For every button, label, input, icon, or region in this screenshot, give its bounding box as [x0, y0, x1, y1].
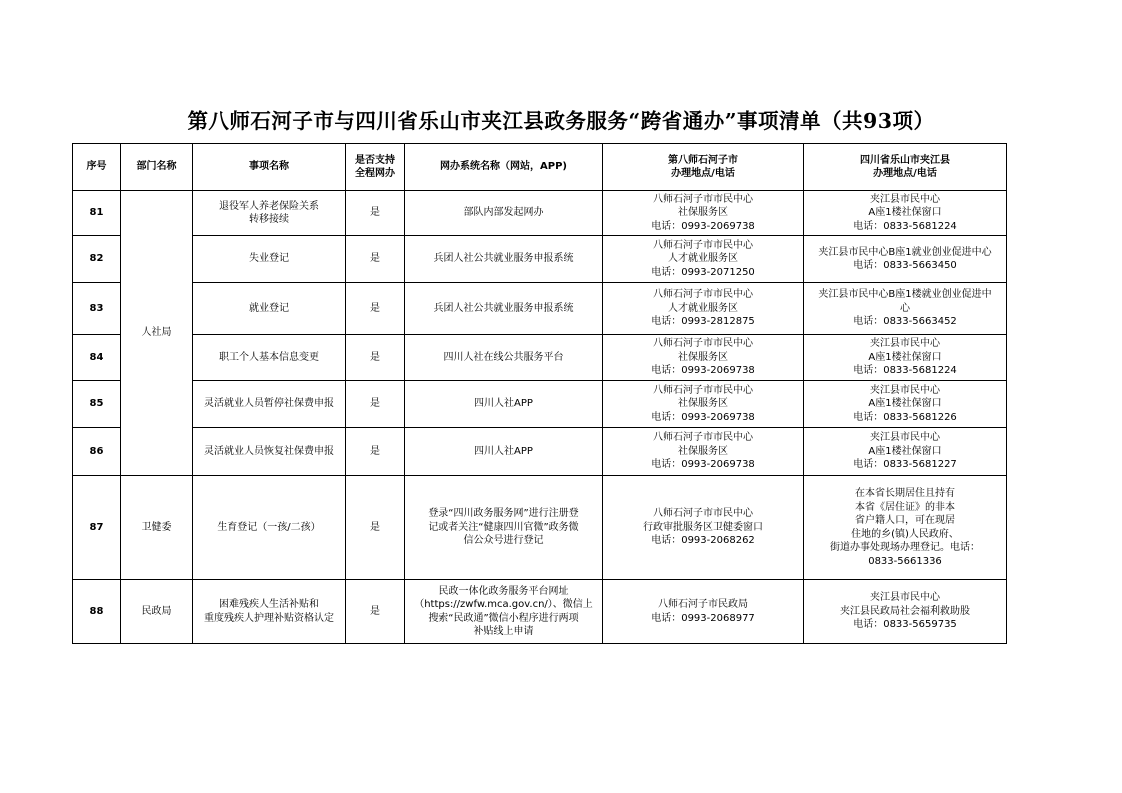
system-cell	[405, 381, 603, 428]
seq-cell: 88	[73, 580, 121, 644]
col-header-system: 网办系统名称（网站，APP)	[405, 144, 603, 191]
jj-line: 夹江县市民中心	[870, 193, 940, 205]
col-header-online	[346, 144, 405, 191]
online-cell: 是	[346, 580, 405, 644]
dept-cell: 民政局	[121, 580, 193, 644]
item-line: 困难残疾人生活补贴和	[219, 599, 319, 610]
jj-location-cell	[804, 283, 1007, 335]
online-cell: 是	[346, 476, 405, 580]
item-line: 失业登记	[249, 253, 289, 265]
jj-line: 夹江县民政局社会福利救助股	[840, 605, 970, 617]
system-line: 民政一体化政务服务平台网址	[438, 585, 569, 597]
system-cell	[405, 580, 603, 644]
seq-cell: 85	[73, 381, 121, 428]
online-cell: 是	[346, 381, 405, 428]
item-cell	[193, 476, 346, 580]
item-cell	[193, 580, 346, 644]
seq-cell: 82	[73, 236, 121, 283]
shz-line: 八师石河子市市民中心	[653, 508, 753, 520]
shz-location-cell	[603, 283, 804, 335]
jj-location-cell	[804, 335, 1007, 381]
jj-line: 夹江县市民中心	[870, 592, 940, 604]
system-line: 部队内部发起网办	[463, 207, 544, 219]
col-header-online-line1: 是否支持	[355, 154, 395, 166]
table-row	[73, 191, 1007, 236]
shz-line: 八师石河子市市民中心	[653, 338, 753, 350]
jj-line: 在本省长期居住且持有	[855, 488, 955, 499]
item-cell	[193, 283, 346, 335]
jj-line: 电话：0833-5681226	[853, 411, 957, 423]
jj-line: 电话：0833-5681224	[853, 220, 957, 232]
col-header-seq: 序号	[73, 144, 121, 191]
system-line: 兵团人社公共就业服务申报系统	[433, 253, 574, 265]
jj-line: 本省《居住证》的非本	[855, 501, 955, 513]
shz-location-cell	[603, 428, 804, 476]
jj-line: 电话：0833-5681224	[853, 365, 957, 377]
jj-location-cell	[804, 580, 1007, 644]
seq-cell: 86	[73, 428, 121, 476]
online-cell: 是	[346, 191, 405, 236]
col-header-online-line2: 全程网办	[355, 168, 395, 179]
col-header-dept: 部门名称	[121, 144, 193, 191]
jj-line: 街道办事处现场办理登记。电话：	[830, 542, 980, 553]
shz-line: 八师石河子市市民中心	[653, 432, 753, 444]
jj-line: 省户籍人口，可在现居	[855, 515, 955, 526]
item-line: 灵活就业人员恢复社保费申报	[204, 445, 334, 457]
system-line: 四川人社在线公共服务平台	[443, 351, 564, 363]
system-line: （https://zwfw.mca.gov.cn/）、微信上	[414, 599, 593, 610]
dept-cell: 人社局	[121, 191, 193, 476]
item-line: 转移接续	[249, 214, 289, 225]
shz-line: 电话：0993-2068977	[651, 612, 755, 624]
system-cell	[405, 428, 603, 476]
col-header-jj-line2: 办理地点/电话	[873, 168, 937, 179]
item-cell	[193, 428, 346, 476]
jj-line: 夹江县市民中心	[870, 432, 940, 444]
col-header-jj-line1: 四川省乐山市夹江县	[860, 154, 950, 166]
item-line: 退役军人养老保险关系	[219, 200, 319, 212]
item-cell	[193, 191, 346, 236]
jj-location-cell	[804, 476, 1007, 580]
online-cell: 是	[346, 335, 405, 381]
item-cell	[193, 236, 346, 283]
item-line: 就业登记	[249, 302, 289, 314]
jj-location-cell	[804, 381, 1007, 428]
shz-line: 人才就业服务区	[668, 302, 738, 314]
jj-line: 电话：0833-5663452	[853, 316, 957, 328]
dept-cell: 卫健委	[121, 476, 193, 580]
shz-line: 电话：0993-2069738	[651, 220, 755, 232]
jj-line: 0833-5661336	[868, 555, 942, 567]
seq-cell: 84	[73, 335, 121, 381]
item-line: 重度残疾人护理补贴资格认定	[204, 612, 334, 624]
jj-line: 夹江县市民中心B座1楼就业创业促进中	[818, 289, 992, 301]
shz-line: 电话：0993-2812875	[651, 316, 755, 328]
shz-line: 人才就业服务区	[668, 253, 738, 265]
shz-location-cell	[603, 476, 804, 580]
shz-location-cell	[603, 191, 804, 236]
shz-line: 社保服务区	[678, 351, 728, 363]
system-line: 四川人社APP	[474, 445, 533, 457]
shz-line: 八师石河子市市民中心	[653, 193, 753, 205]
seq-cell: 81	[73, 191, 121, 236]
shz-line: 八师石河子市市民中心	[653, 384, 753, 396]
item-line: 生育登记（一孩/二孩）	[217, 521, 321, 533]
jj-line: A座1楼社保窗口	[868, 445, 942, 457]
shz-line: 社保服务区	[678, 398, 728, 410]
table-row	[73, 476, 1007, 580]
shz-line: 行政审批服务区卫健委窗口	[643, 521, 763, 533]
jj-line: A座1楼社保窗口	[868, 398, 942, 410]
jj-line: 住地的乡(镇)人民政府、	[851, 528, 959, 540]
shz-line: 社保服务区	[678, 207, 728, 219]
item-cell	[193, 335, 346, 381]
shz-line: 电话：0993-2069738	[651, 459, 755, 471]
system-line: 补贴线上申请	[473, 626, 534, 637]
table-row	[73, 428, 1007, 476]
shz-line: 八师石河子市民政局	[658, 599, 748, 610]
matters-table	[72, 143, 1007, 644]
shz-line: 电话：0993-2069738	[651, 365, 755, 377]
col-header-item: 事项名称	[193, 144, 346, 191]
seq-cell: 83	[73, 283, 121, 335]
table-row	[73, 381, 1007, 428]
table-row	[73, 236, 1007, 283]
header-row	[73, 144, 1007, 191]
shz-line: 电话：0993-2068262	[651, 535, 755, 547]
system-cell	[405, 191, 603, 236]
item-line: 职工个人基本信息变更	[219, 351, 319, 363]
shz-line: 电话：0993-2069738	[651, 411, 755, 423]
system-cell	[405, 283, 603, 335]
jj-location-cell	[804, 236, 1007, 283]
table-row	[73, 335, 1007, 381]
system-line: 登录“四川政务服务网”进行注册登	[428, 508, 579, 520]
online-cell: 是	[346, 428, 405, 476]
system-line: 兵团人社公共就业服务申报系统	[433, 302, 574, 314]
shz-location-cell	[603, 381, 804, 428]
system-line: 搜索“民政通”微信小程序进行两项	[428, 612, 579, 624]
table-row	[73, 580, 1007, 644]
system-cell	[405, 335, 603, 381]
shz-line: 社保服务区	[678, 445, 728, 457]
shz-location-cell	[603, 335, 804, 381]
jj-line: 电话：0833-5681227	[853, 459, 957, 471]
shz-line: 电话：0993-2071250	[651, 266, 755, 278]
col-header-shz-line1: 第八师石河子市	[668, 154, 738, 166]
online-cell: 是	[346, 236, 405, 283]
system-cell	[405, 476, 603, 580]
shz-location-cell	[603, 580, 804, 644]
jj-location-cell	[804, 191, 1007, 236]
table-row	[73, 283, 1007, 335]
jj-line: 夹江县市民中心	[870, 338, 940, 350]
jj-location-cell	[804, 428, 1007, 476]
shz-location-cell	[603, 236, 804, 283]
seq-cell: 87	[73, 476, 121, 580]
item-cell	[193, 381, 346, 428]
jj-line: A座1楼社保窗口	[868, 207, 942, 219]
page-title: 第八师石河子市与四川省乐山市夹江县政务服务“跨省通办”事项清单（共93项）	[187, 109, 935, 133]
col-header-jj	[804, 144, 1007, 191]
system-cell	[405, 236, 603, 283]
system-line: 记或者关注“健康四川官微”政务微	[428, 521, 579, 533]
jj-line: 电话：0833-5659735	[853, 619, 957, 631]
jj-line: 电话：0833-5663450	[853, 260, 957, 271]
system-line: 四川人社APP	[474, 398, 533, 410]
col-header-shz	[603, 144, 804, 191]
jj-line: 夹江县市民中心B座1就业创业促进中心	[818, 246, 992, 258]
col-header-shz-line2: 办理地点/电话	[671, 168, 735, 179]
jj-line: 心	[900, 302, 910, 314]
online-cell: 是	[346, 283, 405, 335]
shz-line: 八师石河子市市民中心	[653, 239, 753, 251]
system-line: 信公众号进行登记	[463, 535, 544, 547]
item-line: 灵活就业人员暂停社保费申报	[204, 398, 334, 410]
jj-line: 夹江县市民中心	[870, 384, 940, 396]
shz-line: 八师石河子市市民中心	[653, 289, 753, 301]
jj-line: A座1楼社保窗口	[868, 351, 942, 363]
